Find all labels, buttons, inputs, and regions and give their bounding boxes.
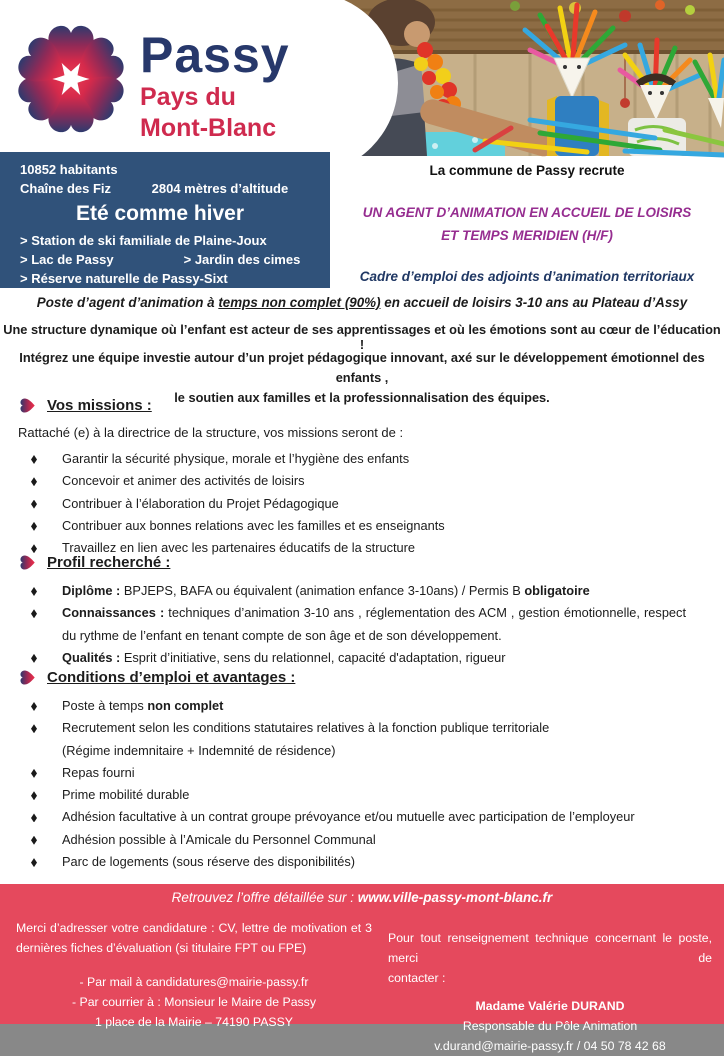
structure-line: Une structure dynamique où l’enfant est acteur de ses apprentissages et où les émotions sont au cœur de l’éducation ! [3,322,721,352]
diamond-bullet-icon [31,702,37,711]
contact-block: Pour tout renseignement technique concernant le poste, merci de contacter : Madame Valérie DURAND Responsable du Pôle Animation v.durand@mairie-passy.fr / 04 50 78 42 68 [388,928,712,1056]
diamond-bullet-icon [31,587,37,596]
job-title-line1: UN AGENT D’ANIMATION EN ACCUEIL DE LOISIRS [362,205,692,220]
website-url: www.ville-passy-mont-blanc.fr [357,890,553,905]
address-line: 1 place de la Mairie – 74190 PASSY [94,1015,293,1029]
missions-intro: Rattaché (e) à la directrice de la structure, vos missions seront de : [18,425,404,440]
info-item-reserve: > Réserve naturelle de Passy-Sixt [20,271,228,286]
mail-line: - Par mail à candidatures@mairie-passy.fr [79,975,309,989]
list-item: Adhésion possible à l’Amicale du Personnel Communal [0,829,706,851]
courrier-line: - Par courrier à : Monsieur le Maire de Passy [72,995,316,1009]
list-item: Qualités : Esprit d’initiative, sens du relationnel, capacité d'adaptation, rigueur [0,647,706,669]
diamond-bullet-icon [31,544,37,553]
list-item: Recrutement selon les conditions statutaires relatives à la fonction publique territoriale (Régime indemnitaire + Indemnité de résidence) [0,717,706,762]
team-line: Intégrez une équipe investie autour d’un projet pédagogique innovant, axé sur le développement émotionnel des enfants , le soutien aux familles et la professionnalisation des équipes. [19,350,705,405]
list-item: Poste à temps non complet [0,695,706,717]
diamond-bullet-icon [31,654,37,663]
cadre-emploi: Cadre d’emploi des adjoints d’animation territoriaux [359,269,695,284]
section-arrow-icon [20,397,36,414]
profile-list [0,580,706,669]
list-item: Concevoir et animer des activités de loisirs [0,470,706,492]
list-item: Connaissances : techniques d’animation 3-10 ans , réglementation des ACM , gestion émotionnelle, respect du rythme de l’enfant en tenant compte de son âge et de son développement. [0,602,706,647]
diamond-bullet-icon [31,769,37,778]
info-item-ski: > Station de ski familiale de Plaine-Joux [20,233,267,248]
conditions-list [0,695,706,873]
job-title [338,201,716,247]
list-item: Repas fourni [0,762,706,784]
contact-name: Madame Valérie DURAND [475,999,625,1013]
contact-email-phone: v.durand@mairie-passy.fr / 04 50 78 42 68 [434,1039,666,1053]
chaine-des-fiz: Chaîne des Fiz [20,181,112,196]
offer-url-banner: Retrouvez l’offre détaillée sur : www.ville-passy-mont-blanc.fr [171,890,553,905]
list-item: Contribuer aux bonnes relations avec les familles et es enseignants [0,515,706,537]
info-item-lac: > Lac de Passy [20,252,114,267]
list-item: Prime mobilité durable [0,784,706,806]
diamond-bullet-icon [31,609,37,618]
logo-subtitle-line2: Mont-Blanc [140,113,277,142]
missions-list [0,448,706,559]
recruit-intro: La commune de Passy recrute [429,163,625,178]
diamond-bullet-icon [31,500,37,509]
altitude: 2804 mètres d’altitude [151,181,289,196]
contact-role: Responsable du Pôle Animation [462,1019,638,1033]
post-headline: Poste d’agent d’animation à temps non complet (90%) en accueil de loisirs 3-10 ans au Plateau d’Assy [36,295,688,310]
list-item: Contribuer à l’élaboration du Projet Pédagogique [0,493,706,515]
list-item: Diplôme : BPJEPS, BAFA ou équivalent (animation enfance 3-10ans) / Permis B obligatoire [0,580,706,602]
list-item: Parc de logements (sous réserve des disponibilités) [0,851,706,873]
diamond-bullet-icon [31,477,37,486]
diamond-bullet-icon [31,813,37,822]
diamond-bullet-icon [31,522,37,531]
info-item-jardin: > Jardin des cimes [183,252,301,267]
passy-logo-star-icon [14,22,128,136]
diamond-bullet-icon [31,724,37,733]
profile-heading: Profil recherché : [20,554,170,571]
diamond-bullet-icon [31,455,37,464]
underlined-part-time: temps non complet (90%) [218,295,381,310]
logo-subtitle-line1: Pays du [140,83,236,111]
logo-wordmark [140,27,290,142]
list-item: Garantir la sécurité physique, morale et l’hygiène des enfants [0,448,706,470]
logo-name: Passy [140,27,290,83]
section-arrow-icon [20,669,36,686]
summer-winter-headline: Eté comme hiver [75,202,245,225]
diamond-bullet-icon [31,858,37,867]
conditions-heading: Conditions d’emploi et avantages : [20,669,295,686]
recruit-block [338,163,716,284]
job-title-line2: ET TEMPS MERIDIEN (H/F) [441,228,613,243]
application-block: Merci d’adresser votre candidature : CV, lettre de motivation et 3 dernières fiches d’évaluation (si titulaire FPT ou FPE) - Par mail à candidatures@mairie-passy.fr - Par courrier à : Monsieur le Maire de Passy 1 place de la Mairie – 74190 PASSY [16,918,372,1032]
list-item: Travaillez en lien avec les partenaires éducatifs de la structure [0,537,706,559]
inhabitants: 10852 habitants [20,162,118,177]
list-item: Adhésion facultative à un contrat groupe prévoyance et/ou mutuelle avec participation de l’employeur [0,806,706,828]
footer [0,884,724,1053]
info-box [0,152,330,288]
missions-heading: Vos missions : [20,397,152,414]
diamond-bullet-icon [31,791,37,800]
section-arrow-icon [20,554,36,571]
diamond-bullet-icon [31,836,37,845]
